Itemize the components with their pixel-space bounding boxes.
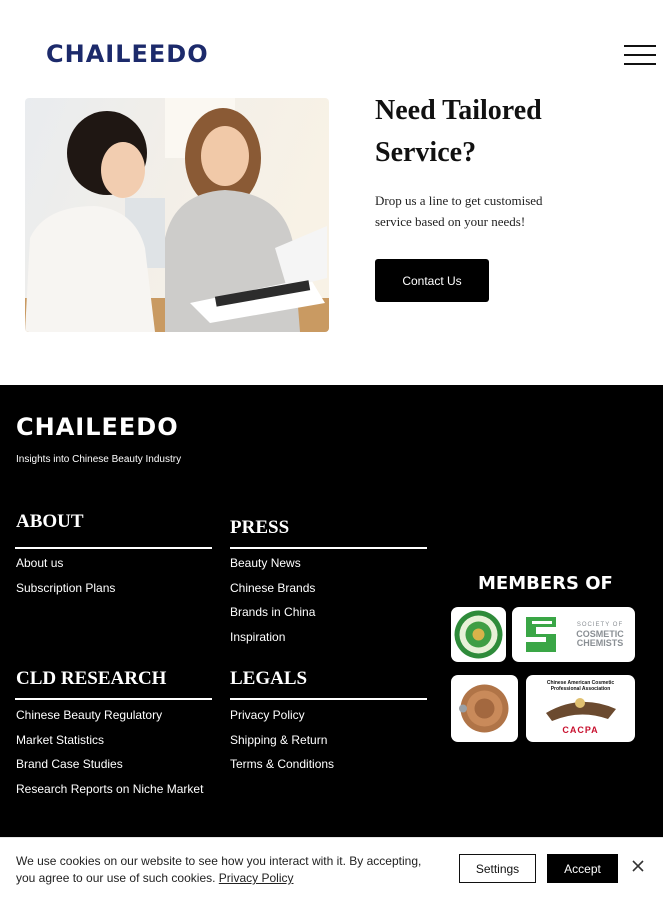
- footer-logo[interactable]: CHAILEEDO: [16, 413, 179, 441]
- footer-link-shipping-return[interactable]: Shipping & Return: [230, 732, 328, 747]
- footer-link-brands-in-china[interactable]: Brands in China: [230, 605, 316, 620]
- footer-link-subscription-plans[interactable]: Subscription Plans: [16, 580, 116, 595]
- footer-link-beauty-regulatory[interactable]: Chinese Beauty Regulatory: [16, 708, 163, 722]
- cacpa-logo: [526, 675, 635, 742]
- legals-divider: [230, 698, 427, 700]
- society-cosmetic-chemists-logo: [512, 607, 635, 662]
- cacpa-logo-text-line1: Chinese American Cosmetic: [546, 680, 615, 686]
- research-links: [16, 703, 203, 801]
- cta-title-line1: Need Tailored: [375, 95, 542, 126]
- association-seal-logo: [451, 607, 506, 662]
- consultation-photo: [25, 98, 329, 332]
- cookie-banner: [0, 837, 663, 900]
- footer-tagline: Insights into Chinese Beauty Industry: [16, 454, 182, 465]
- research-divider: [15, 698, 212, 700]
- about-heading: ABOUT: [16, 511, 84, 532]
- legals-heading: LEGALS: [230, 668, 308, 689]
- footer-link-inspiration[interactable]: Inspiration: [230, 629, 286, 644]
- footer-link-research-reports[interactable]: Research Reports on Niche Market: [16, 781, 204, 796]
- site-header: [0, 0, 663, 98]
- contact-us-button[interactable]: Contact Us: [375, 259, 489, 302]
- members-heading: MEMBERS OF: [478, 573, 613, 594]
- cacpa-logo-text-line2: Professional Association: [550, 686, 611, 692]
- cta-description: Drop us a line to get customised service based on your needs!: [375, 193, 543, 229]
- press-divider: [230, 547, 427, 549]
- footer-link-terms-conditions[interactable]: Terms & Conditions: [230, 757, 335, 772]
- footer-link-brand-case-studies[interactable]: Brand Case Studies: [16, 757, 123, 772]
- cta-title: [375, 90, 645, 174]
- research-heading: CLD RESEARCH: [16, 668, 167, 689]
- press-heading: PRESS: [230, 517, 290, 538]
- footer-link-about-us[interactable]: About us: [16, 556, 64, 570]
- site-logo[interactable]: CHAILEEDO: [46, 40, 209, 68]
- copper-medal-logo: [451, 675, 518, 742]
- press-links: [230, 551, 315, 649]
- privacy-policy-link[interactable]: Privacy Policy: [218, 871, 294, 885]
- footer-link-beauty-news[interactable]: Beauty News: [230, 556, 301, 570]
- about-divider: [15, 547, 212, 549]
- cookie-message: [16, 853, 436, 887]
- hamburger-menu-icon[interactable]: [624, 43, 658, 67]
- cookie-accept-button[interactable]: Accept: [547, 854, 618, 883]
- footer-link-privacy-policy[interactable]: Privacy Policy: [230, 708, 305, 722]
- scc-logo-text-line1: SOCIETY OF: [576, 622, 624, 628]
- cta-title-line2: Service?: [375, 137, 477, 168]
- legals-links: [230, 703, 334, 777]
- cacpa-logo-text: CACPA: [562, 725, 599, 735]
- cookie-message-text: We use cookies on our website to see how you interact with it. By accepting, you agree to our use of such cookies.: [16, 854, 422, 885]
- scc-logo-text-line3: CHEMISTS: [576, 638, 624, 648]
- about-links: [16, 551, 115, 600]
- site-footer: [0, 385, 663, 837]
- footer-link-market-statistics[interactable]: Market Statistics: [16, 732, 105, 747]
- footer-link-chinese-brands[interactable]: Chinese Brands: [230, 580, 316, 595]
- close-icon[interactable]: [630, 858, 646, 874]
- scc-logo-text-line2: COSMETIC: [576, 629, 624, 639]
- cookie-settings-button[interactable]: Settings: [459, 854, 536, 883]
